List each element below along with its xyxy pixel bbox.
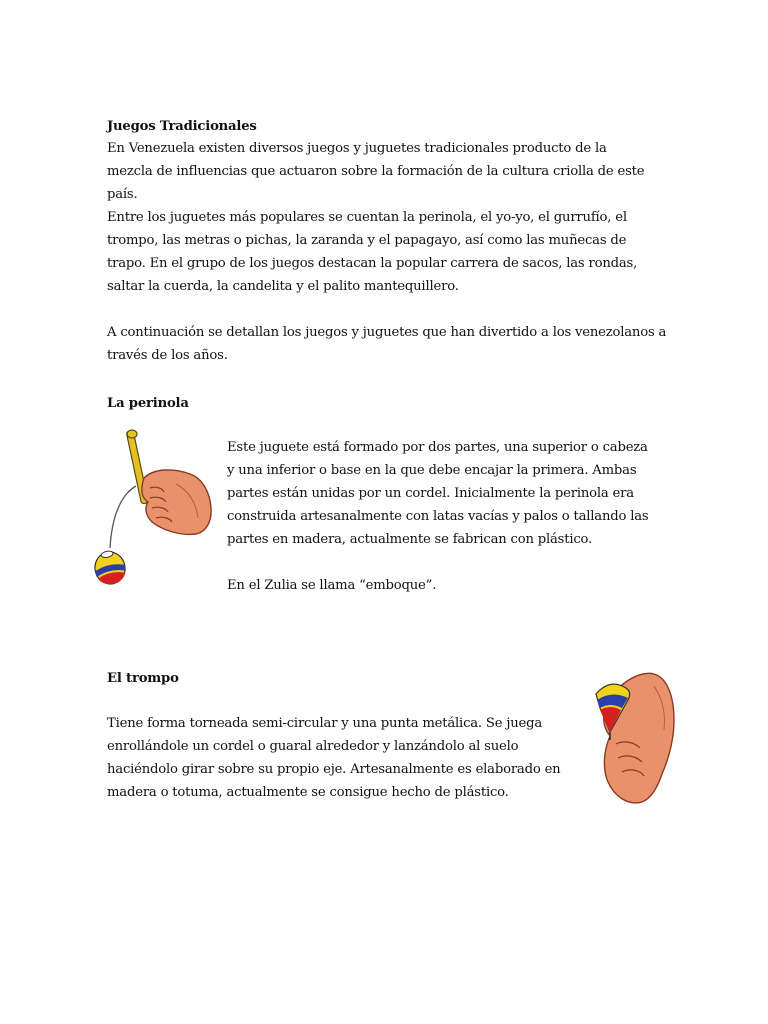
perinola-base (92, 548, 128, 587)
continuation-paragraph: A continuación se detallan los juegos y juguetes que han divertido a los venezolanos a través de los años. (107, 325, 667, 363)
page-title: Juegos Tradicionales (107, 119, 257, 134)
trompo-description: Tiene forma torneada semi-circular y una punta metálica. Se juega enrollándole un cordel o guaral alrededor y lanzándolo al suelo haciéndolo girar sobre su propio eje. Artesanalmente es elaborado en madera o totuma, actualmente se consigue hecho de plástico. (107, 716, 561, 800)
perinola-description: Este juguete está formado por dos partes, una superior o cabeza y una inferior o base en la que debe encajar la primera. Ambas partes están unidas por un cordel. Inicialmente la perinola era construida artesanalmente con latas vacías y palos o tallando las partes en madera, actualmente se fabrican con plástico. (227, 440, 649, 547)
section-heading-perinola: La perinola (107, 396, 189, 411)
popular-toys-paragraph: Entre los juguetes más populares se cuentan la perinola, el yo-yo, el gurrufío, el trompo, las metras o pichas, la zaranda y el papagayo, así como las muñecas de trapo. En el grupo de los juegos destacan la popular carrera de sacos, las rondas, saltar la cuerda, la candelita y el palito mantequillero. (107, 210, 638, 294)
perinola-note: En el Zulia se llama “emboque”. (227, 578, 437, 593)
perinola-illustration (92, 428, 216, 590)
intro-paragraph: En Venezuela existen diversos juegos y juguetes tradicionales producto de la mezcla de influencias que actuaron sobre la formación de la cultura criolla de este país. (107, 141, 645, 202)
hand-holding-stick (142, 470, 211, 534)
trompo-illustration (588, 664, 680, 806)
section-heading-trompo: El trompo (107, 671, 179, 686)
